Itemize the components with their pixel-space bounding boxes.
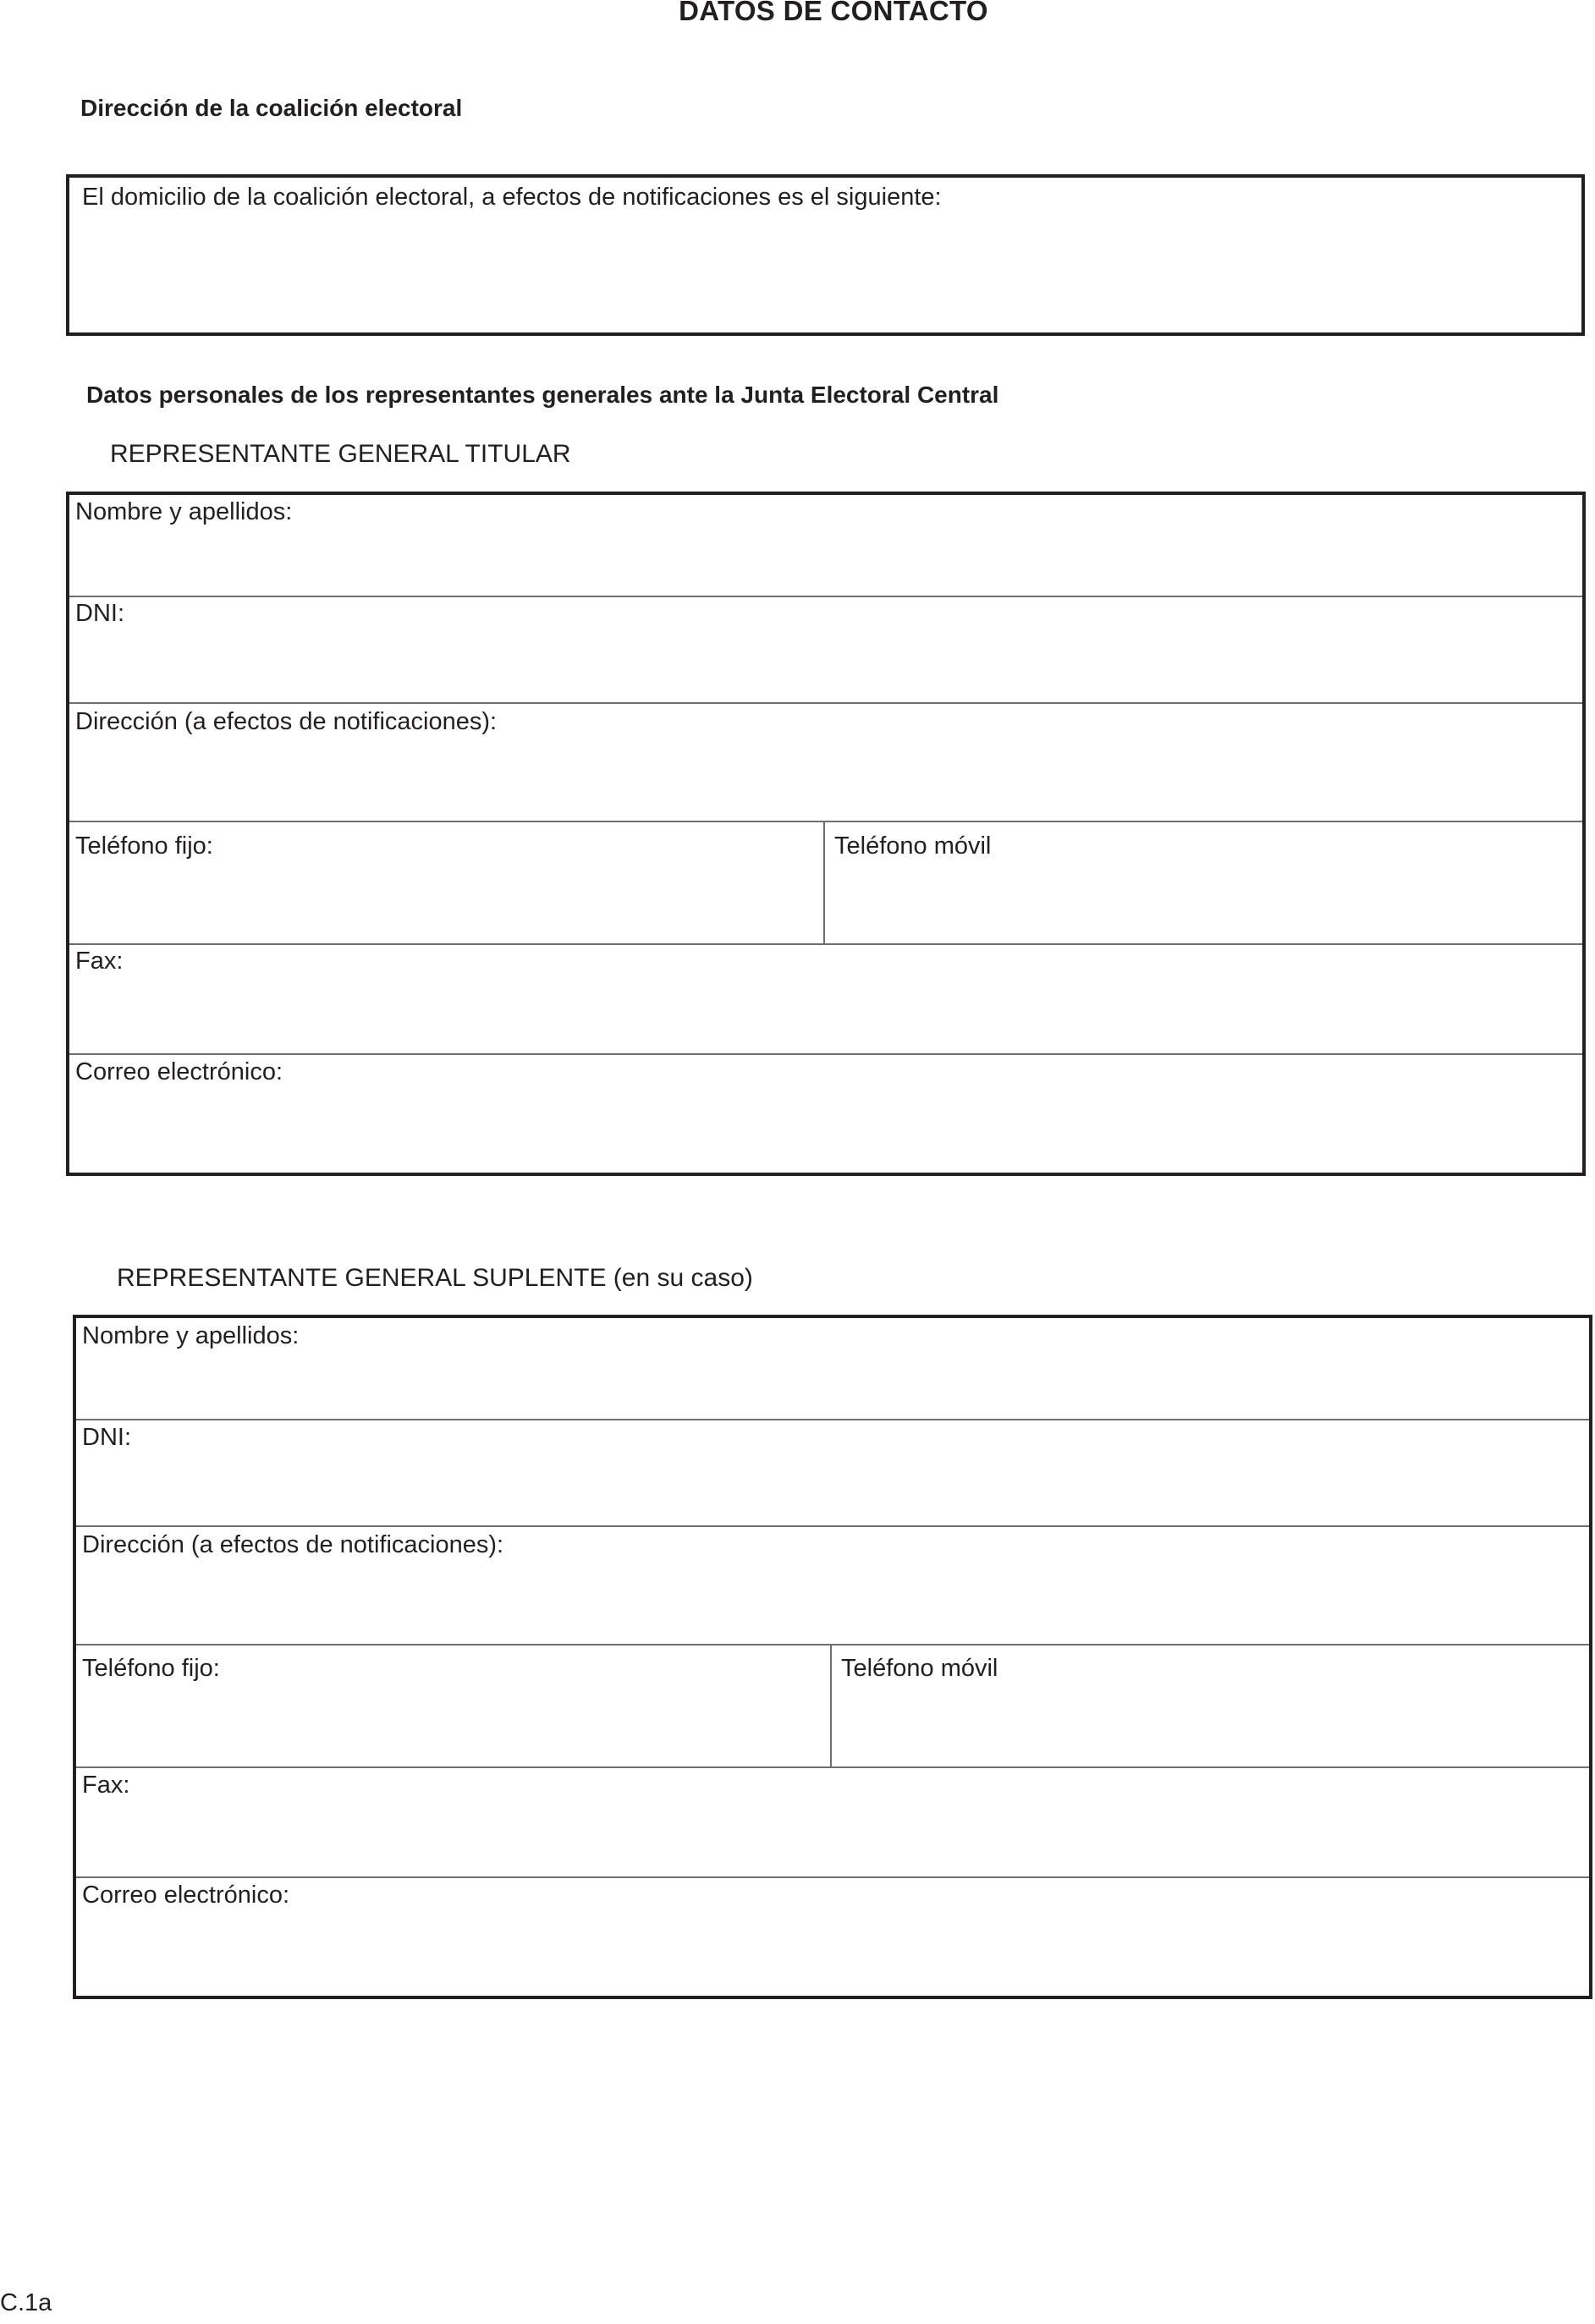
coalition-address-heading: Dirección de la coalición electoral (80, 95, 463, 121)
coalition-address-box[interactable] (66, 174, 1585, 336)
suplente-address-label: Dirección (a efectos de notificaciones): (82, 1531, 504, 1558)
titular-address-label: Dirección (a efectos de notificaciones): (75, 708, 498, 735)
titular-dni-label: DNI: (75, 600, 124, 627)
titular-name-field[interactable] (69, 495, 1582, 596)
titular-fax-field[interactable] (69, 945, 1582, 1053)
titular-form (66, 492, 1586, 1176)
titular-email-label: Correo electrónico: (75, 1058, 283, 1085)
suplente-landline-field[interactable] (76, 1645, 830, 1766)
titular-landline-field[interactable] (69, 822, 823, 943)
suplente-fax-field[interactable] (76, 1768, 1589, 1876)
suplente-address-field[interactable] (76, 1527, 1589, 1644)
titular-email-field[interactable] (69, 1055, 1582, 1173)
form-code: C.1a (0, 2289, 52, 2316)
suplente-dni-label: DNI: (82, 1424, 131, 1451)
coalition-address-statement: El domicilio de la coalición electoral, a efectos de notificaciones es el siguiente: (82, 184, 942, 211)
suplente-mobile-field[interactable] (832, 1645, 1589, 1766)
suplente-email-label: Correo electrónico: (82, 1882, 289, 1909)
titular-landline-label: Teléfono fijo: (75, 832, 213, 860)
titular-dni-field[interactable] (69, 597, 1582, 702)
suplente-heading: REPRESENTANTE GENERAL SUPLENTE (en su caso) (117, 1264, 753, 1292)
suplente-fax-label: Fax: (82, 1772, 130, 1799)
titular-fax-label: Fax: (75, 948, 124, 975)
titular-address-field[interactable] (69, 704, 1582, 821)
representatives-heading: Datos personales de los representantes generales ante la Junta Electoral Central (86, 382, 999, 408)
suplente-name-label: Nombre y apellidos: (82, 1322, 300, 1349)
titular-mobile-field[interactable] (825, 822, 1582, 943)
suplente-email-field[interactable] (76, 1878, 1589, 1996)
titular-heading: REPRESENTANTE GENERAL TITULAR (110, 440, 571, 468)
titular-name-label: Nombre y apellidos: (75, 498, 293, 525)
suplente-form (73, 1315, 1592, 1999)
suplente-landline-label: Teléfono fijo: (82, 1655, 220, 1682)
page-title: DATOS DE CONTACTO (679, 0, 988, 26)
suplente-dni-field[interactable] (76, 1420, 1589, 1525)
suplente-name-field[interactable] (76, 1318, 1589, 1419)
titular-mobile-label: Teléfono móvil (834, 832, 992, 860)
suplente-mobile-label: Teléfono móvil (841, 1655, 998, 1682)
